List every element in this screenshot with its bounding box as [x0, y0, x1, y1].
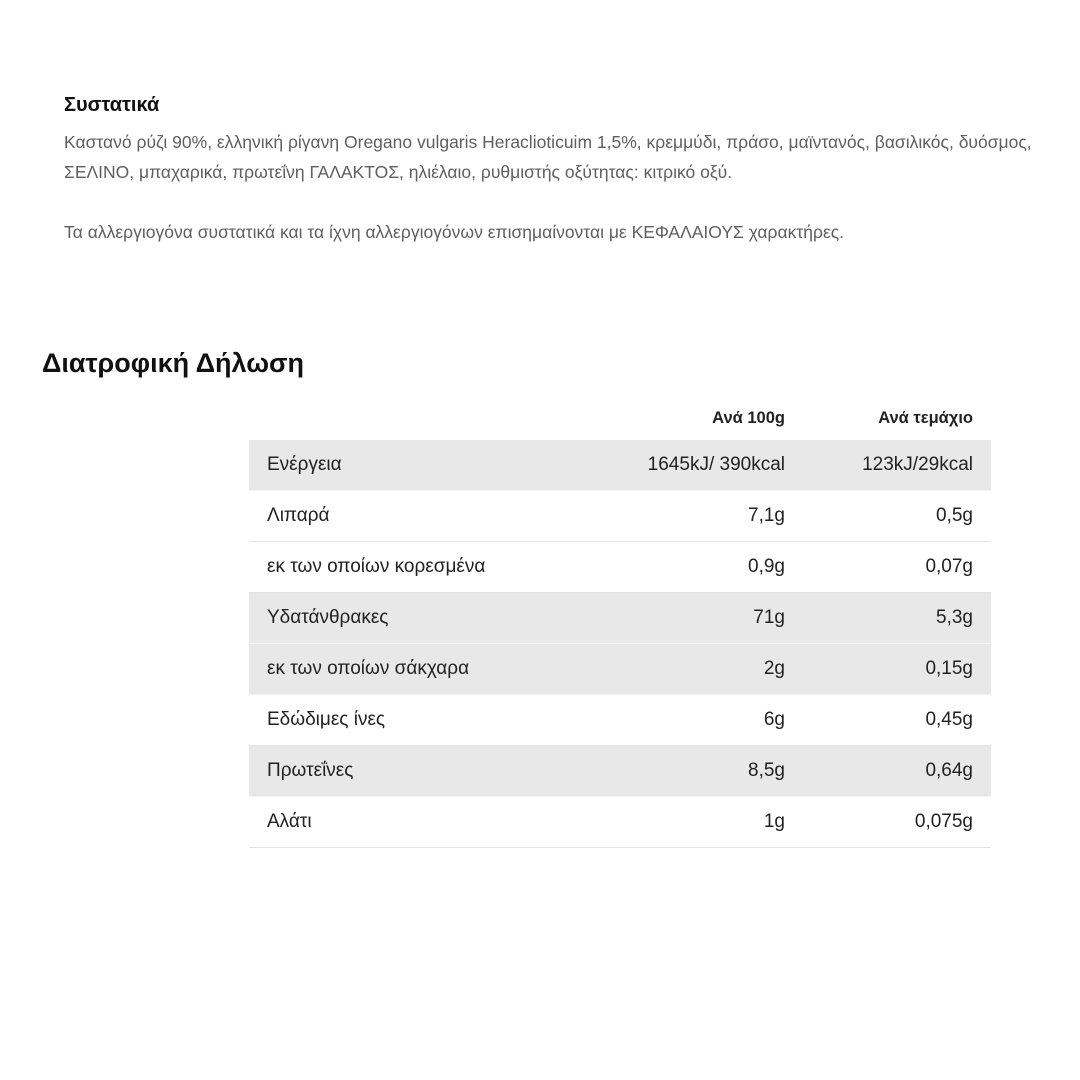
nutrition-table — [249, 396, 991, 848]
table-row — [249, 797, 991, 848]
value-per-piece: 0,45g — [803, 695, 991, 746]
table-row — [249, 695, 991, 746]
nutrient-name: Υδατάνθρακες — [249, 593, 597, 644]
value-per-100g: 8,5g — [597, 746, 803, 797]
nutrient-name: Λιπαρά — [249, 491, 597, 542]
nutrient-name: Πρωτεΐνες — [249, 746, 597, 797]
ingredients-section — [64, 94, 1054, 247]
nutrient-name: Εδώδιμες ίνες — [249, 695, 597, 746]
value-per-piece: 0,64g — [803, 746, 991, 797]
table-row — [249, 542, 991, 593]
value-per-piece: 123kJ/29kcal — [803, 440, 991, 491]
nutrient-name: Ενέργεια — [249, 440, 597, 491]
value-per-100g: 0,9g — [597, 542, 803, 593]
value-per-piece: 0,075g — [803, 797, 991, 848]
table-row — [249, 440, 991, 491]
nutrient-name: Αλάτι — [249, 797, 597, 848]
value-per-piece: 0,5g — [803, 491, 991, 542]
value-per-100g: 2g — [597, 644, 803, 695]
value-per-100g: 1645kJ/ 390kcal — [597, 440, 803, 491]
value-per-piece: 0,07g — [803, 542, 991, 593]
ingredients-text: Καστανό ρύζι 90%, ελληνική ρίγανη Oregano vulgaris Heraclioticuim 1,5%, κρεμμύδι, πράσο, μαϊντανός, βασιλικός, δυόσμος, ΣΕΛΙΝΟ, μπαχαρικά, πρωτεΐνη ΓΑΛΑΚΤΟΣ, ηλιέλαιο, ρυθμιστής οξύτητας: κιτρικό οξύ. — [64, 132, 1032, 182]
table-row — [249, 746, 991, 797]
table-row — [249, 593, 991, 644]
nutrition-header-row — [249, 396, 991, 440]
header-per-piece: Ανά τεμάχιο — [878, 408, 973, 427]
table-row — [249, 644, 991, 695]
allergen-note: Τα αλλεργιογόνα συστατικά και τα ίχνη αλλεργιογόνων επισημαίνονται με ΚΕΦΑΛΑΙΟΥΣ χαρακτήρες. — [64, 222, 845, 242]
nutrition-title: Διατροφική Δήλωση — [42, 348, 304, 378]
value-per-100g: 1g — [597, 797, 803, 848]
header-per-100g: Ανά 100g — [712, 408, 785, 427]
nutrient-name: εκ των οποίων σάκχαρα — [249, 644, 597, 695]
value-per-100g: 6g — [597, 695, 803, 746]
header-nutrient — [249, 396, 597, 440]
table-row — [249, 491, 991, 542]
nutrient-name: εκ των οποίων κορεσμένα — [249, 542, 597, 593]
value-per-piece: 0,15g — [803, 644, 991, 695]
value-per-100g: 71g — [597, 593, 803, 644]
value-per-piece: 5,3g — [803, 593, 991, 644]
ingredients-title: Συστατικά — [64, 94, 160, 116]
value-per-100g: 7,1g — [597, 491, 803, 542]
